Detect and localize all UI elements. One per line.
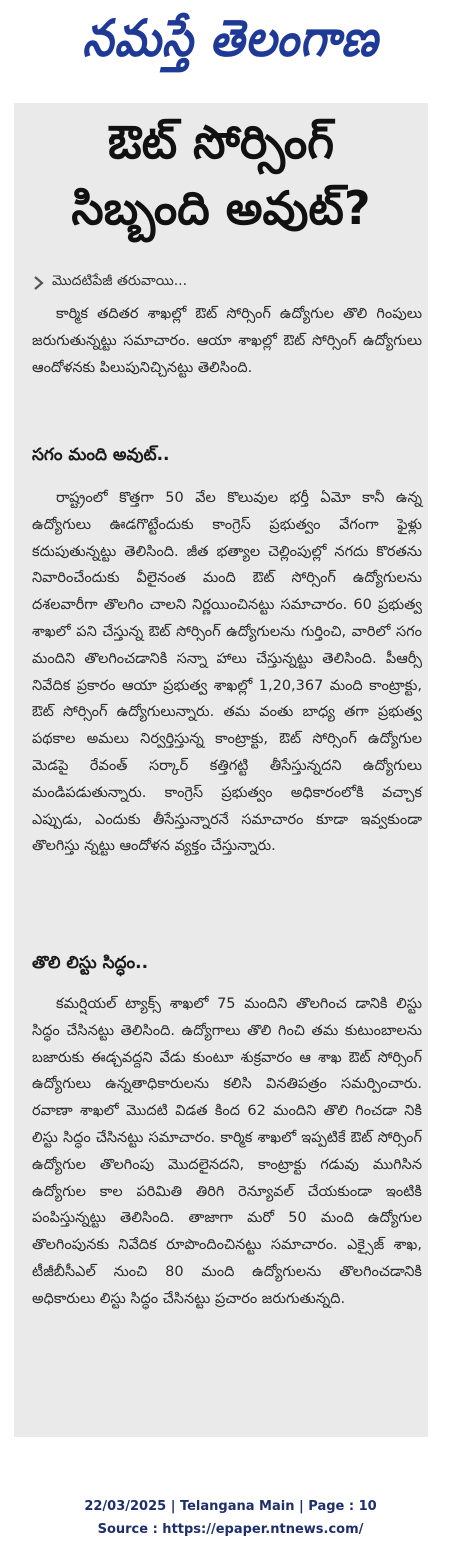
- headline-line-1: ఔట్ సోర్సింగ్: [107, 115, 335, 169]
- continued-label: మొదటిపేజీ తరువాయి...: [52, 273, 188, 289]
- subhead-half-out: సగం మంది అవుట్..: [32, 445, 170, 465]
- subhead-first-list: తొలి లిస్టు సిద్ధం..: [32, 953, 149, 973]
- footer-date-edition-page: 22/03/2025 | Telangana Main | Page : 10: [84, 1499, 377, 1514]
- footer-source-link[interactable]: Source : https://epaper.ntnews.com/: [97, 1522, 364, 1537]
- paragraph-1: కార్మిక తదితర శాఖల్లో ఔట్ సోర్సింగ్ ఉద్యోగుల తొలి గింపులు జరుగుతున్నట్టు సమాచారం. ఆయా శాఖల్లో ఔట్ సోర్సింగ్ ఉద్యోగులు ఆందోళనకు పిలుపునిచ్చినట్టు తెలిసింది.: [32, 306, 422, 376]
- newspaper-logo-title: నమస్తే తెలంగాణ: [82, 9, 379, 68]
- headline: [14, 109, 428, 241]
- paragraph-2: రాష్ట్రంలో కొత్తగా 50 వేల కొలువుల భర్తీ ఏమో కానీ ఉన్న ఉద్యోగులు ఊడగొట్టేందుకు కాంగ్రెస్ ప్రభుత్వం వేగంగా ఫైళ్లు కదుపుతున్నట్టు తెలిసింది. జీత భత్యాల చెల్లింపుల్లో నగదు కొరతను నివారించేందుకు వీలైనంత మంది ఔట్ సోర్సింగ్ ఉద్యోగులను దశలవారీగా తొలగిం చాలని నిర్ణయించినట్టు సమాచారం. 60 ప్రభుత్వ శాఖలో పని చేస్తున్న ఔట్ సోర్సింగ్ ఉద్యోగులను గుర్తించి, వారిలో సగం మందిని తొలగించడానికి సన్నా హాలు చేస్తున్నట్టు తెలిసింది. పీఆర్సీ నివేదిక ప్రకారం ఆయా ప్రభుత్వ శాఖల్లో 1,20,367 మంది కాంట్రాక్టు, ఔట్ సోర్సింగ్ ఉద్యోగులున్నారు. తమ వంతు బాధ్య తగా ప్రభుత్వ పథకాల అమలు నిర్వర్తిస్తున్న కాంట్రాక్టు, ఔట్ సోర్సింగ్ ఉద్యోగుల మెడపై రేవంత్ సర్కార్ కత్తిగట్టి తీసేస్తున్నదని ఉద్యోగులు మండిపడుతున్నారు. కాంగ్రెస్ ప్రభుత్వం అధికారంలోకి వచ్చాక ఎప్పుడు, ఎందుకు తీసేస్తున్నారనే సమాచారం కూడా ఇవ్వకుండా తొలగిస్తు న్నట్టు ఆందోళన వ్యక్తం చేస్తున్నారు.: [32, 490, 422, 855]
- continued-from-front-page: [34, 273, 187, 292]
- chevron-right-icon: [34, 276, 44, 290]
- masthead: [0, 0, 461, 90]
- article-clipping: [14, 103, 428, 1437]
- paragraph-3: కమర్షియల్ ట్యాక్స్ శాఖలో 75 మందిని తొలగించ డానికి లిస్టు సిద్ధం చేసినట్టు తెలిసింది. ఉద్యోగాలు తొలి గించి తమ కుటుంబాలను బజారుకు ఈడ్చవద్దని వేడు కుంటూ శుక్రవారం ఆ శాఖ ఔట్ సోర్సింగ్ ఉద్యోగులు ఉన్నతాధికారులను కలిసి వినతిపత్రం సమర్పించారు. రవాణా శాఖలో మొదటి విడత కింద 62 మందిని తొలి గించడా నికి లిస్టు సిద్ధం చేసినట్టు సమాచారం. కార్మిక శాఖలో ఇప్పటికే ఔట్ సోర్సింగ్ ఉద్యోగుల తొలగింపు మొదలైనదని, కాంట్రాక్టు గడువు ముగిసిన ఉద్యోగుల కాల పరిమితి తిరిగి రెన్యూవల్ చేయకుండా ఇంటికి పంపిస్తున్నట్టు తెలిసింది. తాజాగా మరో 50 మంది ఉద్యోగుల తొలగింపునకు నివేదిక రూపొందించినట్టు సమాచారం. ఎక్సైజ్ శాఖ, టీజీబీసీఎల్ నుంచి 80 మంది ఉద్యోగులను తొలగించడానికి అధికారులు లిస్టు సిద్ధం చేసినట్టు ప్రచారం జరుగుతున్నది.: [32, 996, 422, 1307]
- headline-line-2: సిబ్బంది అవుట్?: [71, 181, 371, 235]
